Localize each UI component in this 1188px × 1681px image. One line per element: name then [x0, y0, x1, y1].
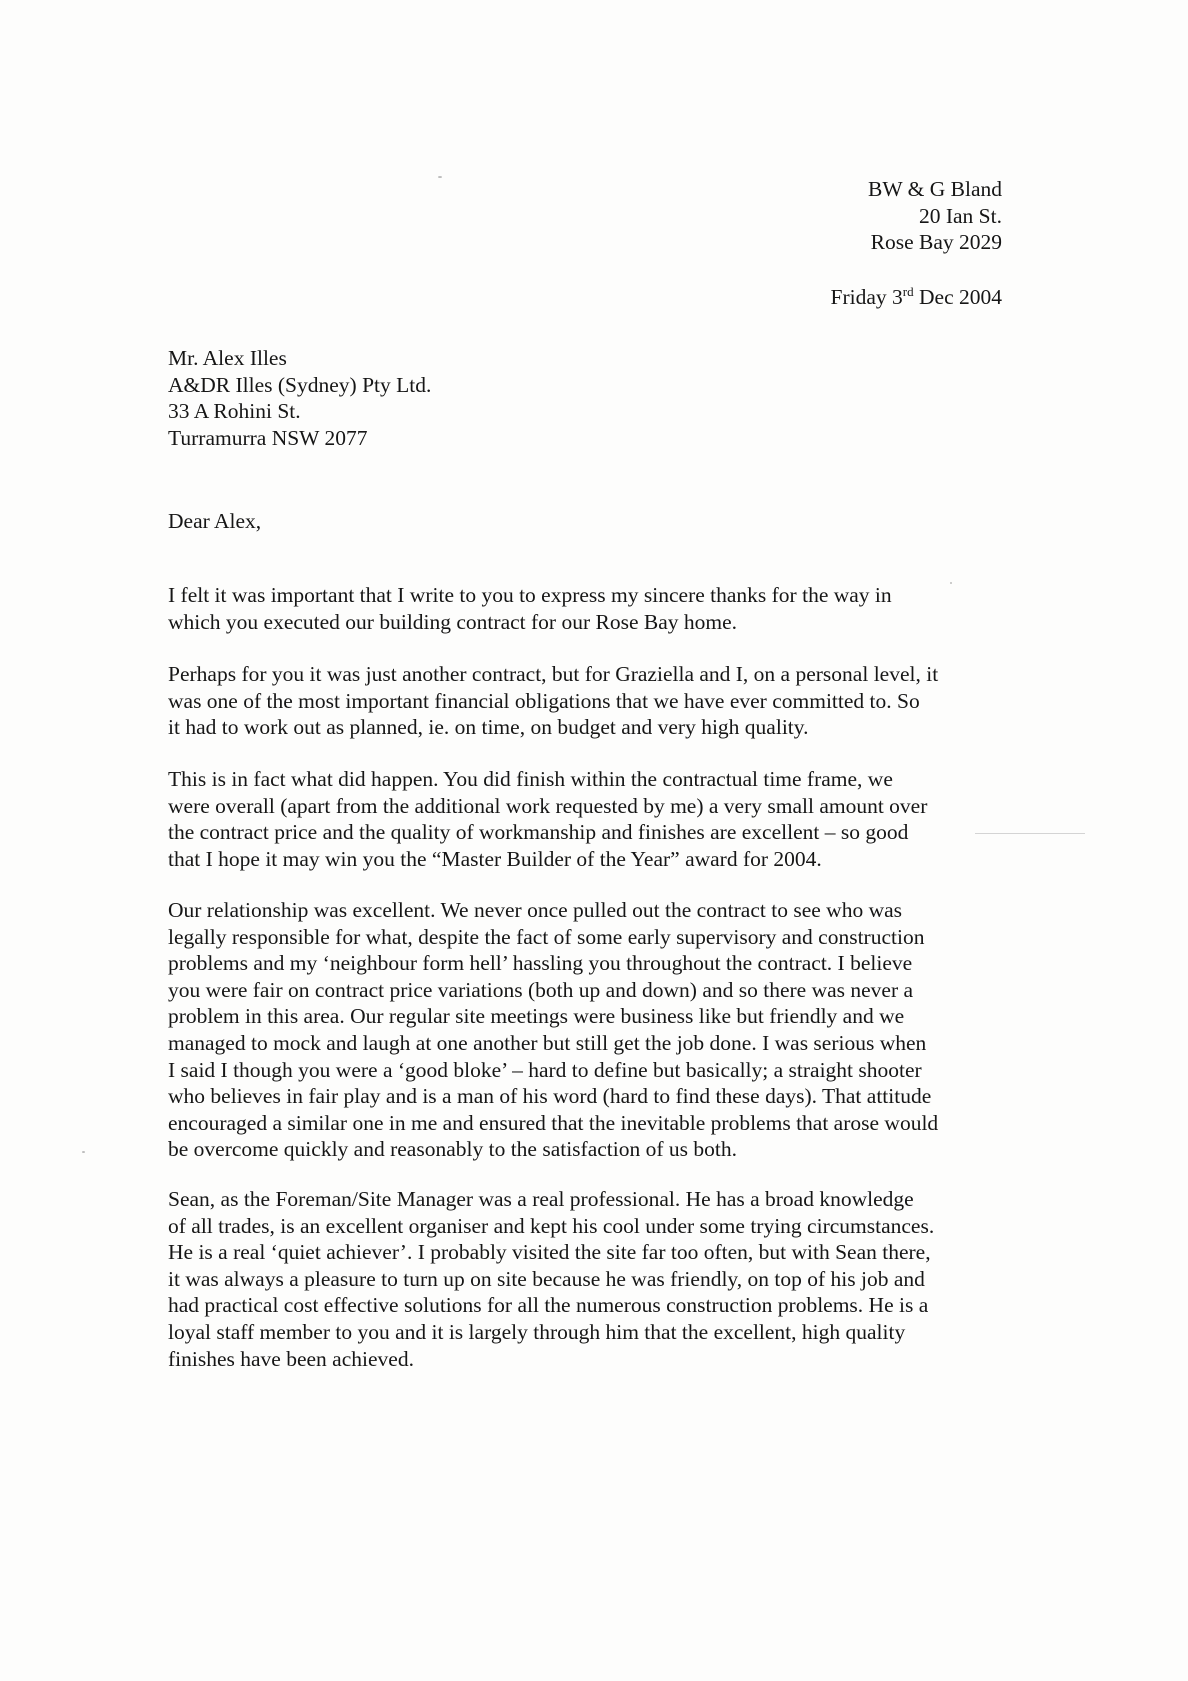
recipient-street: 33 A Rohini St. [168, 399, 301, 423]
paragraph [168, 897, 1020, 1186]
text-line: which you executed our building contract for our Rose Bay home. [168, 609, 738, 634]
text-line: Sean, as the Foreman/Site Manager was a real professional. He has a broad knowledge [168, 1187, 914, 1211]
scan-speck [438, 176, 442, 178]
letter-body [168, 582, 1020, 1372]
text-line: managed to mock and laugh at one another but still get the job done. I was serious when [168, 1030, 927, 1055]
paragraph [168, 661, 1020, 766]
text-line: be overcome quickly and reasonably to the satisfaction of us both. [168, 1137, 737, 1162]
paragraph [168, 766, 1020, 897]
date-ordinal-suffix: rd [902, 284, 914, 299]
recipient-address [168, 345, 431, 451]
text-line: that I hope it may win you the “Master Builder of the Year” award for 2004. [168, 846, 822, 871]
paragraph [168, 1186, 1020, 1372]
text-line: who believes in fair play and is a man of his word (hard to find these days). That attitude [168, 1084, 932, 1109]
text-line: finishes have been achieved. [168, 1346, 414, 1371]
text-line: encouraged a similar one in me and ensured that the inevitable problems that arose would [168, 1110, 939, 1135]
recipient-company: A&DR Illes (Sydney) Pty Ltd. [168, 372, 432, 397]
text-line: the contract price and the quality of workmanship and finishes are excellent – so good [168, 820, 909, 845]
text-line: had practical cost effective solutions for all the numerous construction problems. He is a [168, 1293, 929, 1318]
text-line: I said I though you were a ‘good bloke’ – hard to define but basically; a straight shooter [168, 1057, 922, 1082]
text-line: problems and my ‘neighbour form hell’ hassling you throughout the contract. I believe [168, 951, 913, 976]
text-line: it was always a pleasure to turn up on site because he was friendly, on top of his job and [168, 1266, 925, 1291]
text-line: Perhaps for you it was just another contract, but for Graziella and I, on a personal level, it [168, 662, 939, 686]
text-line: He is a real ‘quiet achiever’. I probably visited the site far too often, but with Sean there, [168, 1240, 931, 1265]
sender-suburb: Rose Bay 2029 [870, 230, 1002, 254]
salutation: Dear Alex, [168, 509, 262, 533]
text-line: was one of the most important financial obligations that we have ever committed to. So [168, 688, 920, 713]
text-line: of all trades, is an excellent organiser and kept his cool under some trying circumstances. [168, 1213, 935, 1238]
paragraph [168, 582, 1020, 661]
recipient-suburb: Turramurra NSW 2077 [168, 425, 368, 450]
text-line: Our relationship was excellent. We never once pulled out the contract to see who was [168, 898, 903, 922]
recipient-name: Mr. Alex Illes [168, 346, 287, 370]
date-rest: Dec 2004 [913, 285, 1002, 309]
text-line: loyal staff member to you and it is largely through him that the excellent, high quality [168, 1319, 906, 1344]
sender-address [868, 176, 1002, 256]
text-line: were overall (apart from the additional work requested by me) a very small amount over [168, 793, 928, 818]
date-prefix: Friday 3 [830, 285, 903, 309]
text-line: legally responsible for what, despite the fact of some early supervisory and construction [168, 924, 925, 949]
sender-name: BW & G Bland [868, 177, 1002, 201]
text-line: This is in fact what did happen. You did finish within the contractual time frame, we [168, 767, 893, 791]
scan-speck [82, 1151, 85, 1153]
text-line: you were fair on contract price variations (both up and down) and so there was never a [168, 977, 914, 1002]
text-line: it had to work out as planned, ie. on time, on budget and very high quality. [168, 715, 809, 740]
sender-street: 20 Ian St. [918, 203, 1002, 228]
text-line: problem in this area. Our regular site meetings were business like but friendly and we [168, 1004, 905, 1029]
letter-date [831, 284, 1002, 311]
text-line: I felt it was important that I write to you to express my sincere thanks for the way in [168, 583, 892, 607]
